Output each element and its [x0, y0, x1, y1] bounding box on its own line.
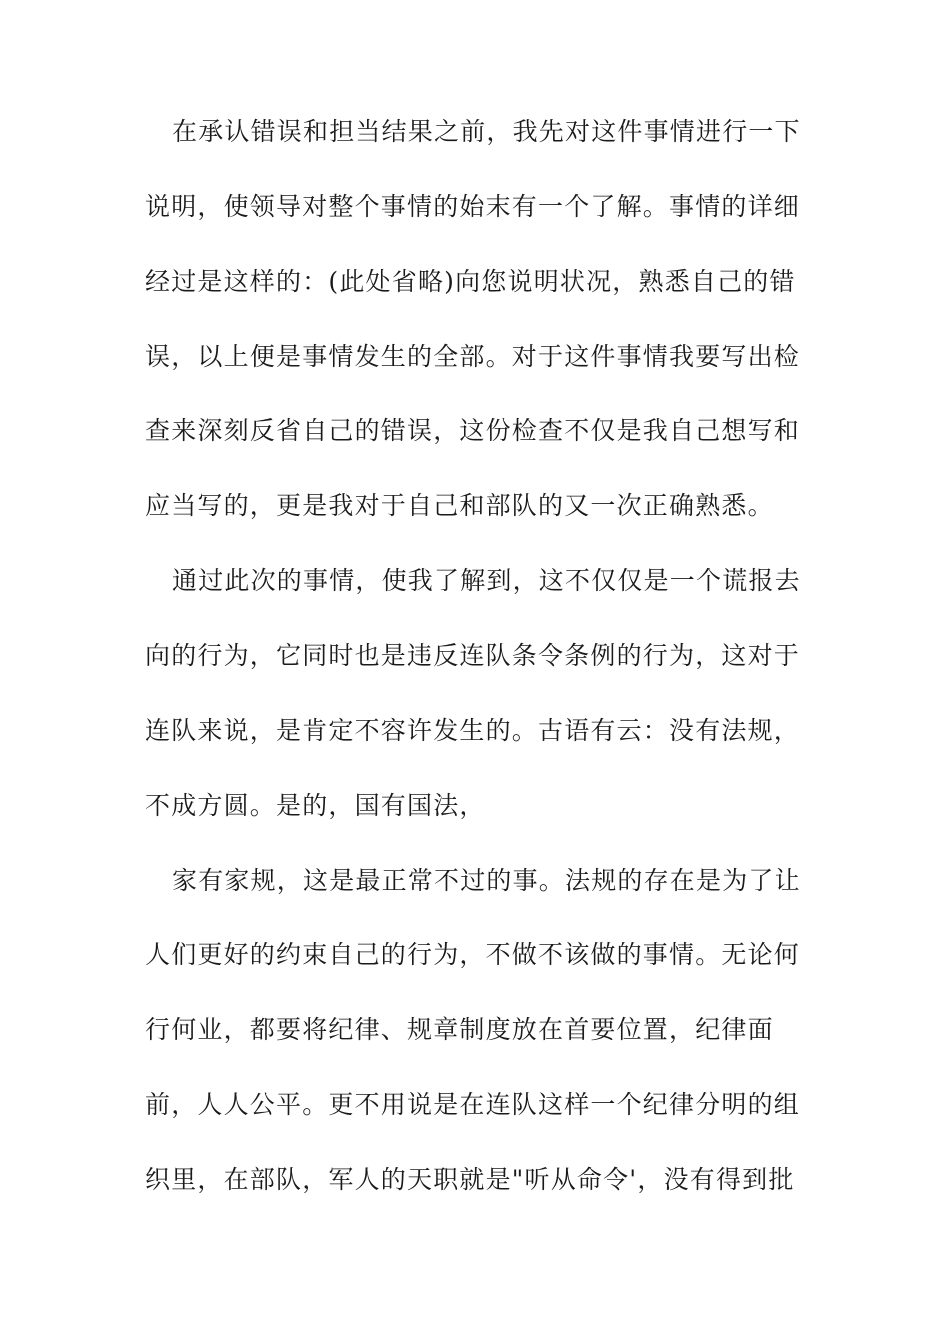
text-line: 人们更好的约束自己的行为，不做不该做的事情。无论何 — [145, 940, 801, 969]
text-line: 通过此次的事情，使我了解到，这不仅仅是一个谎报去 — [172, 566, 801, 595]
text-line: 在承认错误和担当结果之前，我先对这件事情进行一下 — [172, 117, 801, 146]
text-line: 前，人人公平。更不用说是在连队这样一个纪律分明的组 — [145, 1090, 801, 1119]
text-line: 行何业，都要将纪律、规章制度放在首要位置，纪律面 — [145, 1015, 774, 1044]
text-line: 连队来说，是肯定不容许发生的。古语有云：没有法规， — [145, 716, 801, 745]
text-line: 说明，使领导对整个事情的始末有一个了解。事情的详细 — [145, 192, 801, 221]
text-line: 向的行为，它同时也是违反连队条令条例的行为，这对于 — [145, 641, 801, 670]
text-line: 查来深刻反省自己的错误，这份检查不仅是我自己想写和 — [145, 416, 801, 445]
text-line: 家有家规，这是最正常不过的事。法规的存在是为了让 — [172, 866, 801, 895]
text-line: 误，以上便是事情发生的全部。对于这件事情我要写出检 — [145, 342, 801, 371]
text-line: 不成方圆。是的，国有国法， — [145, 791, 486, 820]
text-line: 经过是这样的：(此处省略)向您说明状况，熟悉自己的错 — [145, 267, 796, 296]
text-line: 织里，在部队，军人的天职就是"听从命令'，没有得到批 — [145, 1165, 795, 1194]
text-line: 应当写的，更是我对于自己和部队的又一次正确熟悉。 — [145, 491, 774, 520]
